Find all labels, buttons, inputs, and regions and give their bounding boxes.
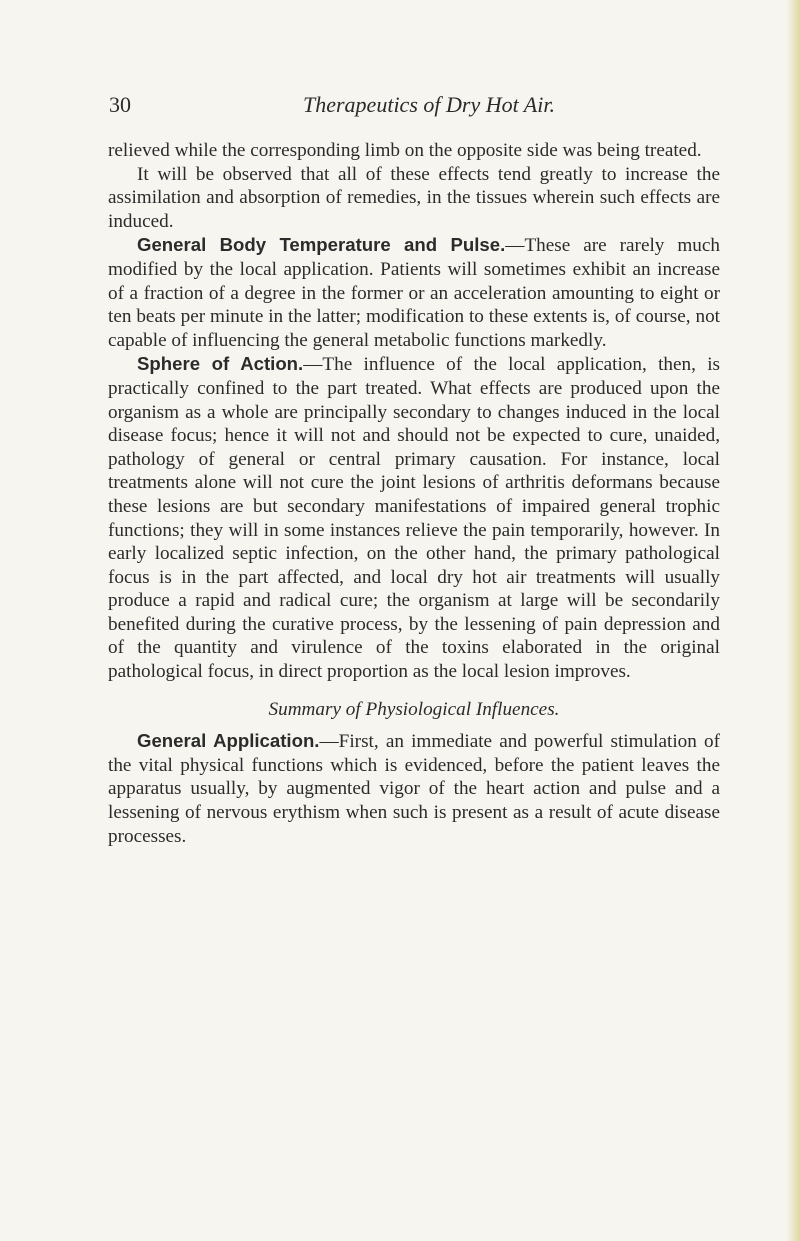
paragraph-text: —First, an immediate and powerful stimulation of the vital physical functions which is evidenced, before the patient leaves the apparatus usually, by augmented vigor of the heart action and pulse and a lessening of nervous erythism when such is present as a result of acute disease processes. — [108, 731, 720, 847]
paragraph-text: —These are rarely much modified by the local application. Patients will sometimes exhibit an increase of a fraction of a degree in the former or an acceleration amounting to eight or ten beats per minute in the latter; modification to these extents is, of course, not capable of influencing the general metabolic functions markedly. — [108, 235, 720, 351]
paragraph-text: —The influence of the local application, then, is practically confined to the part treated. What effects are produced upon the organism as a whole are principally secondary to changes induced in the local disease focus; hence it will not and should not be expected to cure, unaided, pathology of general or central primary causation. For instance, local treatments alone will not cure the joint lesions of arthritis deformans because these lesions are but secondary manifestations of impaired general trophic functions; they will in some instances relieve the pain temporarily, however. In early localized septic infection, on the other hand, the primary pathological focus is in the part affected, and local dry hot air treatments will usually produce a rapid and radical cure; the organism at large will be secondarily benefited during the curative process, by the lessening of pain depression and of the quantity and virulence of the toxins elaborated in the original pathological focus, in direct proportion as the local lesion improves. — [108, 354, 720, 683]
paragraph-continued: relieved while the corresponding limb on the opposite side was being treated. — [108, 140, 702, 161]
paragraph-lead-heading: Sphere of Action. — [137, 353, 304, 375]
body-text — [108, 139, 720, 848]
section-heading: Summary of Physiological Influences. — [268, 698, 560, 720]
paragraph-sphere-of-action — [108, 352, 720, 683]
page-number: 30 — [109, 92, 131, 117]
paragraph-effects: It will be observed that all of these effects tend greatly to increase the assimilation and absorption of remedies, in the tissues wherein such effects are induced. — [108, 163, 720, 232]
running-title: Therapeutics of Dry Hot Air. — [303, 92, 555, 117]
paragraph-general-application — [108, 729, 720, 848]
page-header — [109, 92, 749, 122]
paragraph-lead-heading: General Body Temperature and Pulse. — [137, 234, 506, 256]
paragraph-lead-heading: General Application. — [137, 730, 320, 752]
paragraph-temperature-pulse — [108, 233, 720, 352]
page-edge — [786, 0, 800, 1241]
